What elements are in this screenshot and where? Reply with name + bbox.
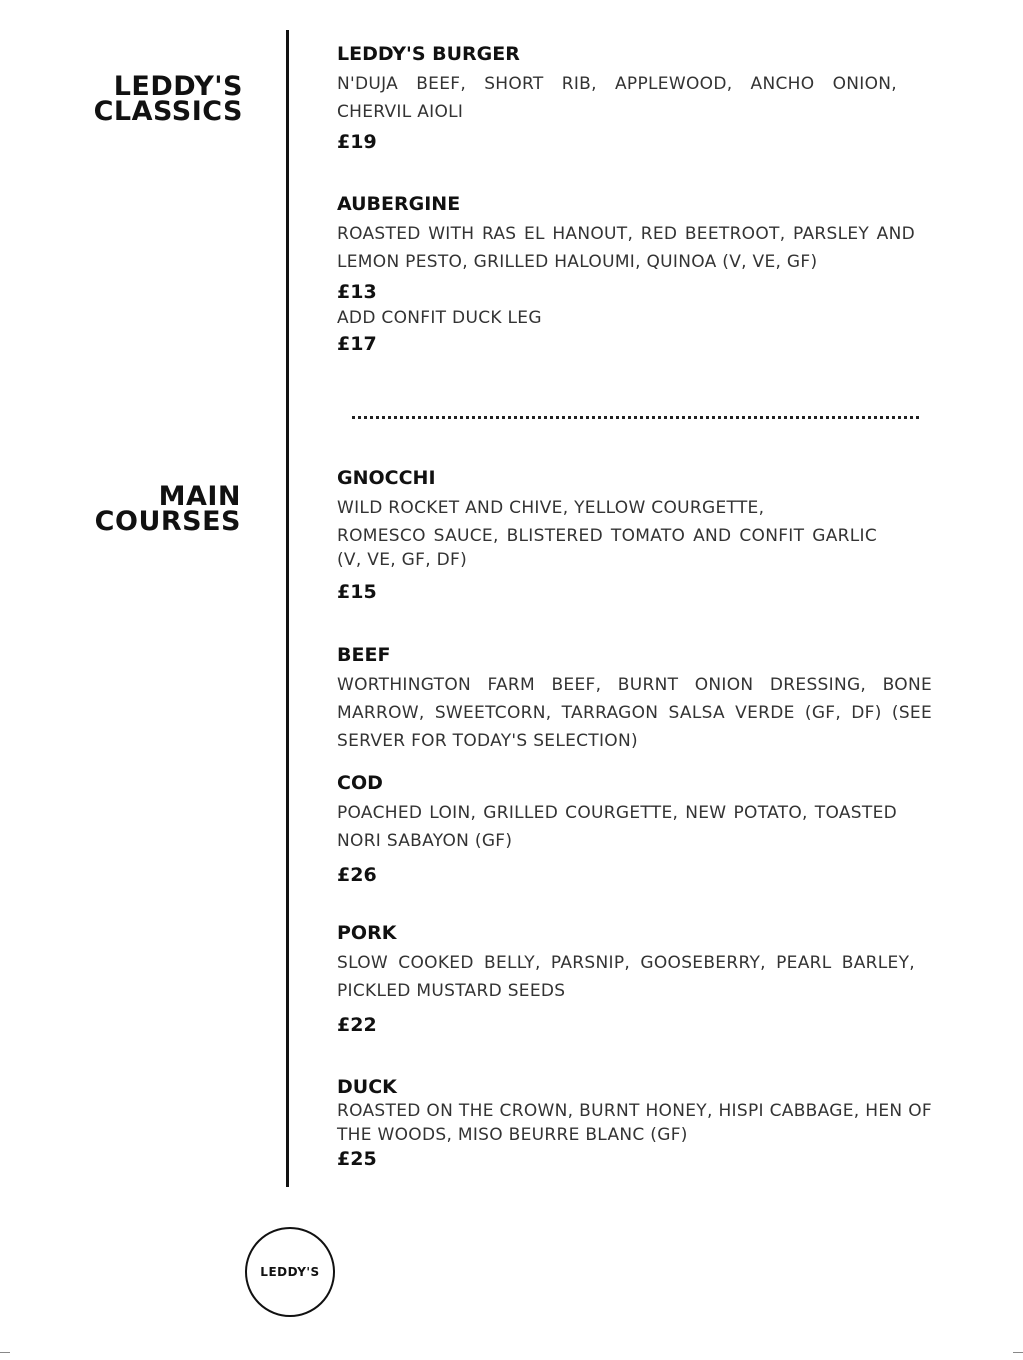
- item-addon-price: £17: [337, 333, 377, 355]
- item-name: DUCK: [337, 1076, 397, 1098]
- section-title-line: CLASSICS: [93, 96, 243, 127]
- item-price: £13: [337, 281, 377, 303]
- item-price: £26: [337, 864, 377, 886]
- section-title-line: MAIN: [158, 481, 241, 512]
- section-title-mains: [94, 481, 241, 537]
- section-title-line: LEDDY'S: [113, 71, 243, 102]
- item-description: ROASTED ON THE CROWN, BURNT HONEY, HISPI CABBAGE, HEN OF THE WOODS, MISO BEURRE BLANC (GF): [337, 1101, 932, 1145]
- leddys-logo: [245, 1227, 335, 1317]
- item-price: £15: [337, 581, 377, 603]
- item-price: £25: [337, 1148, 377, 1170]
- item-name: AUBERGINE: [337, 193, 461, 215]
- section-title-line: COURSES: [94, 506, 241, 537]
- item-description: ROASTED WITH RAS EL HANOUT, RED BEETROOT, PARSLEY AND LEMON PESTO, GRILLED HALOUMI, QUINOA (V, VE, GF): [337, 224, 915, 272]
- crop-mark-left: [0, 1352, 10, 1353]
- item-description: N'DUJA BEEF, SHORT RIB, APPLEWOOD, ANCHO ONION, CHERVIL AIOLI: [337, 74, 897, 122]
- item-description: WILD ROCKET AND CHIVE, YELLOW COURGETTE,: [337, 498, 765, 518]
- section-title-classics: [93, 71, 243, 127]
- menu-item-pork: [337, 921, 915, 1037]
- item-name: LEDDY'S BURGER: [337, 43, 520, 65]
- item-name: COD: [337, 772, 383, 794]
- menu-item-gnocchi: [337, 466, 877, 604]
- menu-item-cod: [337, 771, 897, 887]
- menu-item-burger: [337, 42, 932, 154]
- menu-item-duck: [337, 1075, 932, 1171]
- item-description: WORTHINGTON FARM BEEF, BURNT ONION DRESSING, BONE MARROW, SWEETCORN, TARRAGON SALSA VERDE (GF, DF) (SEE SERVER FOR TODAY'S SELECTION): [337, 675, 932, 751]
- vertical-divider: [286, 30, 289, 1187]
- menu-item-beef: [337, 643, 932, 755]
- dotted-separator: [352, 416, 919, 419]
- item-addon: ADD CONFIT DUCK LEG: [337, 308, 542, 328]
- item-description: SLOW COOKED BELLY, PARSNIP, GOOSEBERRY, PEARL BARLEY, PICKLED MUSTARD SEEDS: [337, 953, 915, 1001]
- item-price: £22: [337, 1014, 377, 1036]
- item-description-continued: ROMESCO SAUCE, BLISTERED TOMATO AND CONFIT GARLIC (V, VE, GF, DF): [337, 526, 877, 570]
- item-name: GNOCCHI: [337, 467, 436, 489]
- item-name: PORK: [337, 922, 397, 944]
- menu-item-aubergine: [337, 192, 915, 356]
- item-description: POACHED LOIN, GRILLED COURGETTE, NEW POTATO, TOASTED NORI SABAYON (GF): [337, 803, 897, 851]
- item-name: BEEF: [337, 644, 391, 666]
- item-price: £19: [337, 131, 377, 153]
- crop-mark-right: [1013, 1352, 1023, 1353]
- logo-text: LEDDY'S: [260, 1265, 320, 1279]
